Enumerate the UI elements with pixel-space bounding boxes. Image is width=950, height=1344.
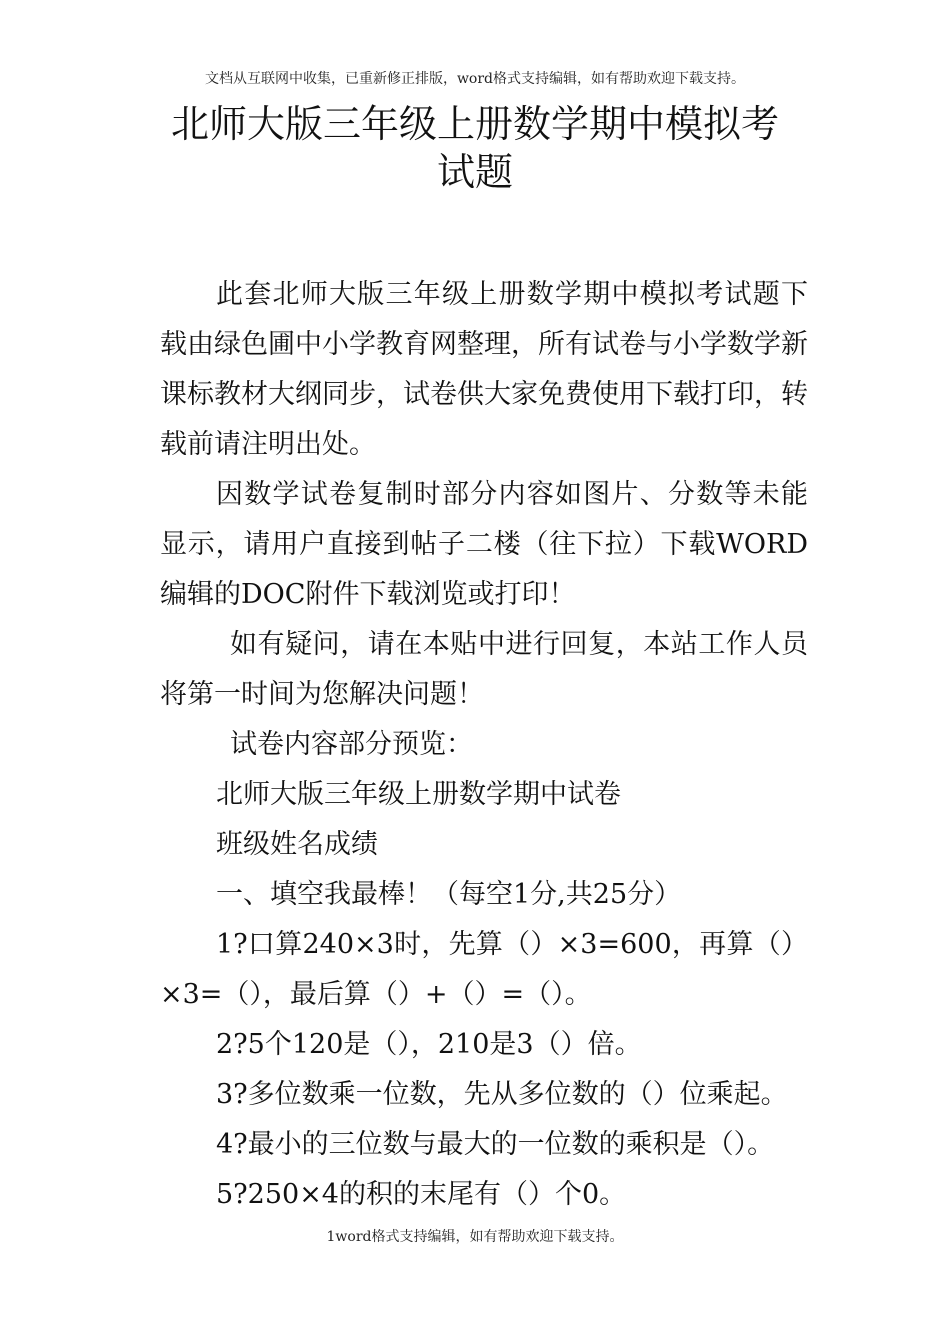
question-3: 3?多位数乘一位数，先从多位数的（）位乘起。: [216, 1079, 788, 1110]
preview-label: 试卷内容部分预览：: [230, 729, 473, 760]
title-line-2: 试题: [436, 150, 513, 194]
question-4: 4?最小的三位数与最大的一位数的乘积是（）。: [216, 1129, 775, 1160]
footer-note: 1word格式支持编辑，如有帮助欢迎下载支持。: [326, 1229, 624, 1245]
question-1: 1?口算240×3时，先算（）×3=600，再算（）×3=（），最后算（）+（）=（）。: [160, 929, 808, 1010]
exam-title: 北师大版三年级上册数学期中试卷: [216, 779, 621, 810]
document-body: [160, 270, 808, 1220]
notice-paragraph: 因数学试卷复制时部分内容如图片、分数等未能显示，请用户直接到帖子二楼（往下拉）下载WORD编辑的DOC附件下载浏览或打印！: [160, 479, 808, 610]
section-heading: 一、填空我最棒！（每空1分,共25分）: [216, 879, 682, 910]
header-note: 文档从互联网中收集，已重新修正排版，word格式支持编辑，如有帮助欢迎下载支持。: [204, 71, 746, 87]
question-5: 5?250×4的积的末尾有（）个0。: [216, 1179, 627, 1210]
intro-paragraph: 此套北师大版三年级上册数学期中模拟考试题下载由绿色圃中小学教育网整理，所有试卷与小学数学新课标教材大纲同步，试卷供大家免费使用下载打印，转载前请注明出处。: [160, 279, 808, 460]
document-title: [150, 100, 800, 196]
title-line-1: 北师大版三年级上册数学期中模拟考: [170, 102, 779, 146]
question-2: 2?5个120是（），210是3（）倍。: [216, 1029, 642, 1060]
class-name-score-line: 班级姓名成绩: [216, 829, 378, 860]
question-paragraph: 如有疑问，请在本贴中进行回复，本站工作人员将第一时间为您解决问题！: [160, 629, 808, 710]
